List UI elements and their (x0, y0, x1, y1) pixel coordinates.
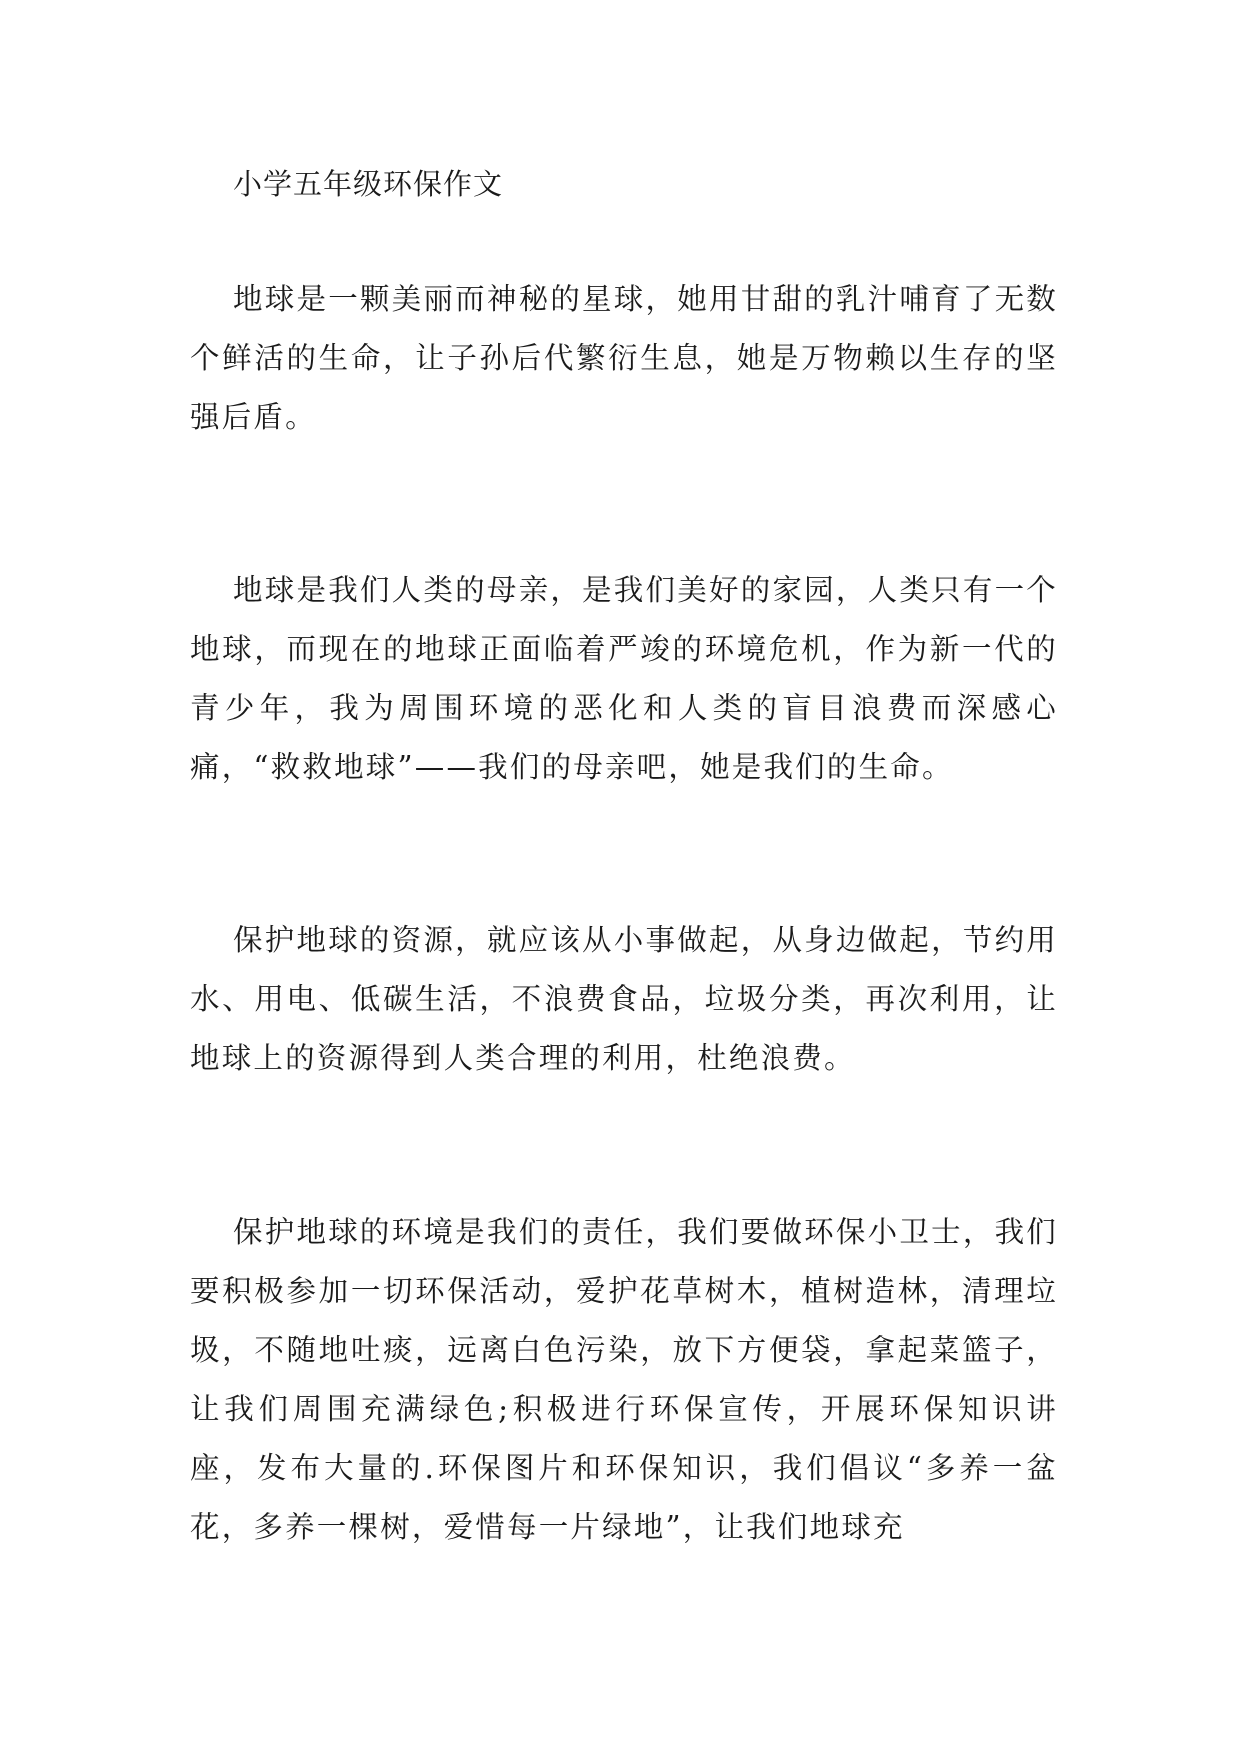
document-title: 小学五年级环保作文 (233, 167, 504, 201)
paragraph-4: 保护地球的环境是我们的责任，我们要做环保小卫士，我们要积极参加一切环保活动，爱护花草树木，植树造林，清理垃圾，不随地吐痰，远离白色污染，放下方便袋，拿起菜篮子，让我们周围充满绿色;积极进行环保宣传，开展环保知识讲座，发布大量的.环保图片和环保知识，我们倡议“多养一盆花，多养一棵树，爱惜每一片绿地”，让我们地球充 (190, 1215, 1058, 1544)
paragraph-1: 地球是一颗美丽而神秘的星球，她用甘甜的乳汁哺育了无数个鲜活的生命，让子孙后代繁衍生息，她是万物赖以生存的坚强后盾。 (190, 282, 1058, 434)
paragraph-2: 地球是我们人类的母亲，是我们美好的家园，人类只有一个地球，而现在的地球正面临着严竣的环境危机，作为新一代的青少年，我为周围环境的恶化和人类的盲目浪费而深感心痛，“救救地球”——我们的母亲吧，她是我们的生命。 (190, 573, 1058, 784)
paragraph-3: 保护地球的资源，就应该从小事做起，从身边做起，节约用水、用电、低碳生活，不浪费食品，垃圾分类，再次利用，让地球上的资源得到人类合理的利用，杜绝浪费。 (190, 923, 1058, 1075)
